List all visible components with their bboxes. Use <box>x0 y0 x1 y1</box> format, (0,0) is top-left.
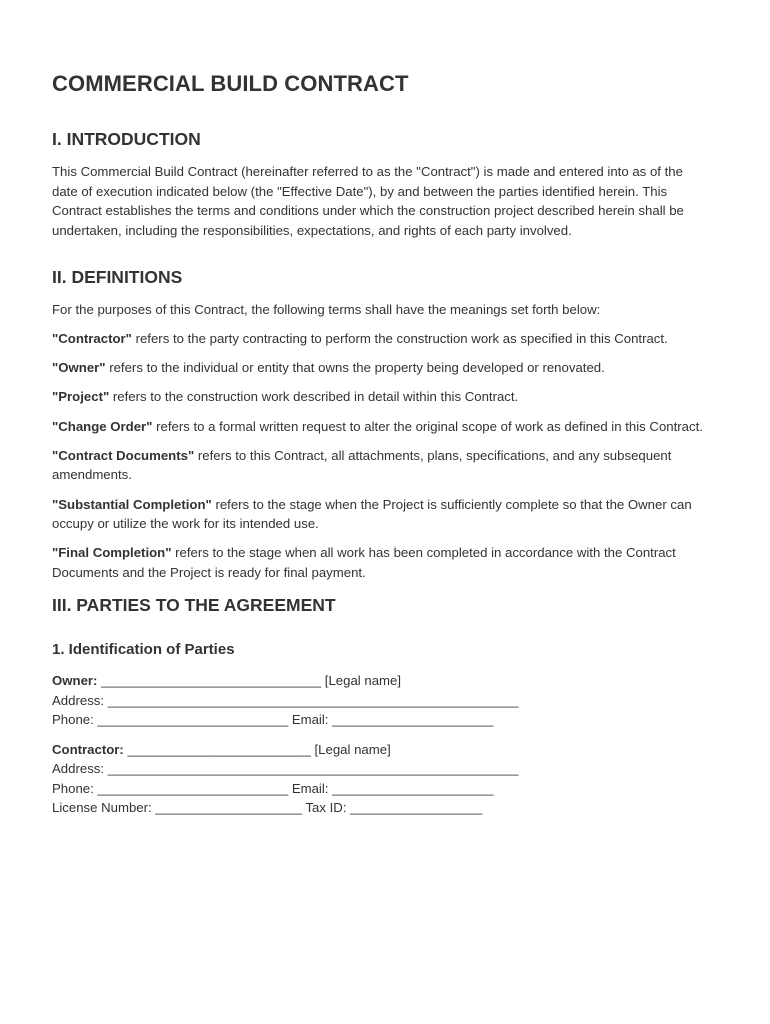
owner-address-field[interactable]: Address: ________________________________________________________ <box>52 692 519 708</box>
definition-contract-documents <box>52 446 710 485</box>
owner-name-field[interactable] <box>52 671 710 690</box>
definition-text: refers to the individual or entity that owns the property being developed or renovated. <box>105 360 605 376</box>
owner-phone-email-field[interactable]: Phone: __________________________ Email: ______________________ <box>52 712 494 728</box>
section-definitions <box>52 266 710 582</box>
owner-label: Owner: <box>52 673 98 689</box>
contractor-block <box>52 740 710 818</box>
definition-term: "Substantial Completion" <box>52 496 212 512</box>
definition-term: "Contractor" <box>52 330 132 346</box>
definition-owner <box>52 358 710 378</box>
definition-project <box>52 387 710 407</box>
definition-final-completion <box>52 543 710 582</box>
definition-term: "Change Order" <box>52 418 153 434</box>
definition-substantial-completion <box>52 495 710 534</box>
contractor-label: Contractor: <box>52 741 124 757</box>
introduction-paragraph: This Commercial Build Contract (hereinafter referred to as the "Contract") is made and entered into as of the date of execution indicated below (the "Effective Date"), by and between the parties identified herein. This Contract establishes the terms and conditions under which the construction project described herein shall be undertaken, including the responsibilities, expectations, and rights of each party involved. <box>52 164 684 238</box>
contractor-license-tax-field[interactable]: License Number: ____________________ Tax ID: __________________ <box>52 799 483 815</box>
definition-text: refers to the construction work described in detail within this Contract. <box>109 389 519 405</box>
section-parties <box>52 594 710 817</box>
contractor-address-field[interactable]: Address: ________________________________________________________ <box>52 761 519 777</box>
contractor-name-line: _________________________ [Legal name] <box>123 741 391 757</box>
owner-name-line: ______________________________ [Legal name] <box>97 673 402 689</box>
definition-change-order <box>52 417 710 437</box>
definition-text: refers to this Contract, all attachments, plans, specifications, and any subsequent amendments. <box>52 447 672 483</box>
definitions-lead: For the purposes of this Contract, the following terms shall have the meanings set forth below: <box>52 302 601 318</box>
definition-term: "Final Completion" <box>52 545 172 561</box>
definition-text: refers to the stage when all work has been completed in accordance with the Contract Documents and the Project is ready for final payment. <box>52 545 676 580</box>
definition-text: refers to the party contracting to perform the construction work as specified in this Contract. <box>131 330 668 346</box>
introduction-heading: I. INTRODUCTION <box>52 129 201 149</box>
document-title: COMMERCIAL BUILD CONTRACT <box>52 71 409 96</box>
definition-contractor <box>52 329 710 349</box>
section-introduction <box>52 128 710 240</box>
definition-term: "Project" <box>52 389 110 405</box>
definition-term: "Owner" <box>52 360 106 376</box>
identification-subheading: 1. Identification of Parties <box>52 641 235 659</box>
definitions-heading: II. DEFINITIONS <box>52 267 183 288</box>
definition-text: refers to the stage when the Project is sufficiently complete so that the Owner can occupy or utilize the work for its intended use. <box>52 496 692 532</box>
parties-heading: III. PARTIES TO THE AGREEMENT <box>52 595 336 616</box>
owner-block <box>52 671 710 729</box>
definition-term: "Contract Documents" <box>52 447 195 463</box>
contractor-phone-email-field[interactable]: Phone: __________________________ Email: ______________________ <box>52 780 494 796</box>
definition-text: refers to a formal written request to alter the original scope of work as defined in this Contract. <box>152 418 703 434</box>
contractor-name-field[interactable] <box>52 740 710 759</box>
